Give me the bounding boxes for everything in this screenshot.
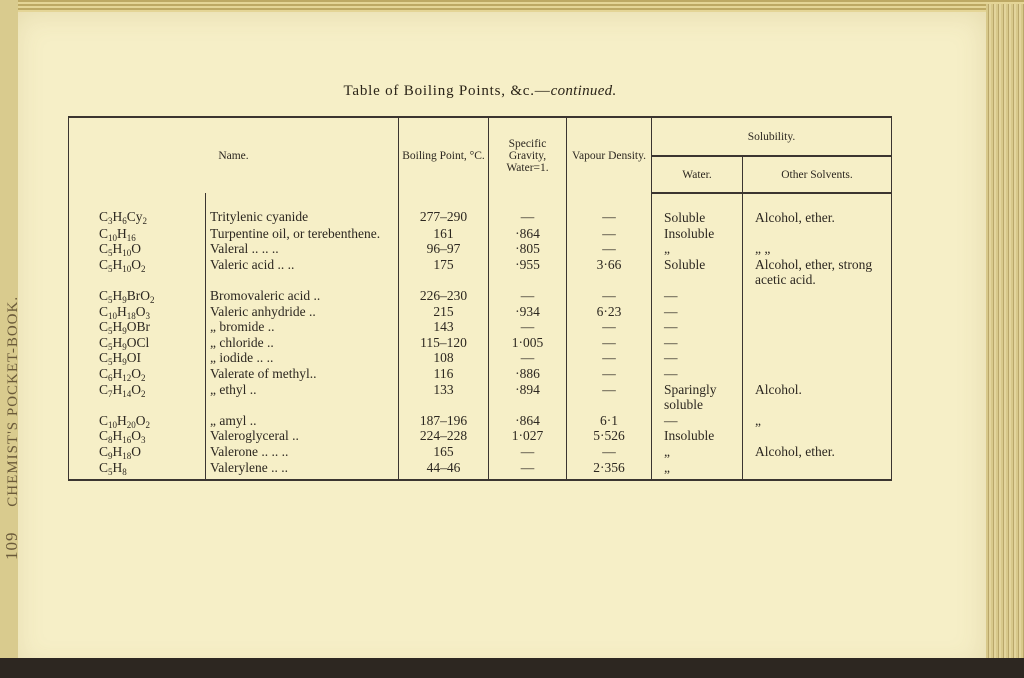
name-cell: „ amyl ..: [206, 413, 399, 429]
water-solubility-cell: „: [652, 460, 743, 481]
table-row: [69, 350, 892, 366]
boiling-point-cell: 96–97: [399, 241, 489, 257]
table-row: [69, 428, 892, 444]
water-solubility-cell: Soluble: [652, 193, 743, 226]
water-solubility-cell: „: [652, 444, 743, 460]
specific-gravity-cell: ·805: [489, 241, 567, 257]
book-title-vertical: CHEMIST'S POCKET-BOOK.: [5, 295, 21, 507]
header-other-solvents: Other Solvents.: [743, 156, 892, 193]
formula-cell: $C_{10}H_{16}$: [69, 226, 206, 242]
name-cell: Valerone .. .. ..: [206, 444, 399, 460]
header-specific-gravity: Specific Gravity, Water=1.: [489, 117, 567, 193]
boiling-point-cell: 115–120: [399, 335, 489, 351]
water-solubility-cell: —: [652, 413, 743, 429]
specific-gravity-cell: ·934: [489, 304, 567, 320]
boiling-point-cell: 175: [399, 257, 489, 288]
vapour-density-cell: —: [567, 444, 652, 460]
header-vapour-density: Vapour Density.: [567, 117, 652, 193]
water-solubility-cell: —: [652, 366, 743, 382]
running-head-vertical: [2, 295, 22, 560]
table-row: [69, 444, 892, 460]
vapour-density-cell: 6·1: [567, 413, 652, 429]
other-solvents-cell: [743, 319, 892, 335]
name-cell: Valeric anhydride ..: [206, 304, 399, 320]
table-row: [69, 460, 892, 481]
name-cell: Tritylenic cyanide: [206, 193, 399, 226]
name-cell: Bromovaleric acid ..: [206, 288, 399, 304]
boiling-point-cell: 226–230: [399, 288, 489, 304]
boiling-point-cell: 224–228: [399, 428, 489, 444]
water-solubility-cell: —: [652, 350, 743, 366]
header-boiling-point: Boiling Point, °C.: [399, 117, 489, 193]
table-row: [69, 241, 892, 257]
formula-cell: $C_6H_{12}O_2$: [69, 366, 206, 382]
specific-gravity-cell: —: [489, 193, 567, 226]
formula-cell: $C_{10}H_{20}O_2$: [69, 413, 206, 429]
specific-gravity-cell: 1·005: [489, 335, 567, 351]
table-row: [69, 226, 892, 242]
formula-cell: $C_3H_6Cy_2$: [69, 193, 206, 226]
table-body: [69, 193, 892, 480]
specific-gravity-cell: ·955: [489, 257, 567, 288]
water-solubility-cell: Soluble: [652, 257, 743, 288]
name-cell: Valeroglyceral ..: [206, 428, 399, 444]
other-solvents-cell: [743, 366, 892, 382]
page-number: 109: [2, 531, 21, 560]
formula-cell: $C_9H_{18}O$: [69, 444, 206, 460]
specific-gravity-cell: —: [489, 444, 567, 460]
table-row: [69, 257, 892, 288]
formula-cell: $C_7H_{14}O_2$: [69, 382, 206, 413]
header-water: Water.: [652, 156, 743, 193]
other-solvents-cell: [743, 288, 892, 304]
specific-gravity-cell: ·864: [489, 413, 567, 429]
boiling-point-cell: 44–46: [399, 460, 489, 481]
boiling-point-cell: 187–196: [399, 413, 489, 429]
vapour-density-cell: —: [567, 366, 652, 382]
vapour-density-cell: —: [567, 335, 652, 351]
formula-cell: $C_5H_8$: [69, 460, 206, 481]
table-row: [69, 335, 892, 351]
other-solvents-cell: Alcohol.: [743, 382, 892, 413]
boiling-point-cell: 277–290: [399, 193, 489, 226]
title-continued: continued.: [550, 83, 617, 99]
vapour-density-cell: —: [567, 350, 652, 366]
other-solvents-cell: [743, 350, 892, 366]
table-row: [69, 413, 892, 429]
bottom-shadow: [0, 658, 1024, 678]
boiling-point-cell: 108: [399, 350, 489, 366]
table-row: [69, 366, 892, 382]
page-title: [270, 83, 690, 100]
name-cell: Valerate of methyl..: [206, 366, 399, 382]
other-solvents-cell: Alcohol, ether.: [743, 444, 892, 460]
specific-gravity-cell: —: [489, 288, 567, 304]
name-cell: Valeric acid .. ..: [206, 257, 399, 288]
water-solubility-cell: Insoluble: [652, 226, 743, 242]
formula-cell: $C_5H_9OI$: [69, 350, 206, 366]
boiling-point-cell: 143: [399, 319, 489, 335]
water-solubility-cell: —: [652, 304, 743, 320]
other-solvents-cell: „ „: [743, 241, 892, 257]
vapour-density-cell: —: [567, 382, 652, 413]
boiling-point-cell: 215: [399, 304, 489, 320]
title-main: Table of Boiling Points, &c.—: [343, 83, 551, 99]
page-stack-edge: [986, 4, 1024, 678]
formula-cell: $C_{10}H_{18}O_3$: [69, 304, 206, 320]
other-solvents-cell: [743, 304, 892, 320]
specific-gravity-cell: ·886: [489, 366, 567, 382]
water-solubility-cell: —: [652, 319, 743, 335]
specific-gravity-cell: —: [489, 350, 567, 366]
other-solvents-cell: Alcohol, ether.: [743, 193, 892, 226]
other-solvents-cell: [743, 428, 892, 444]
boiling-point-cell: 161: [399, 226, 489, 242]
vapour-density-cell: 3·66: [567, 257, 652, 288]
other-solvents-cell: Alcohol, ether, strong acetic acid.: [743, 257, 892, 288]
header-solubility: Solubility.: [652, 117, 892, 156]
formula-cell: $C_5H_{10}O$: [69, 241, 206, 257]
table-row: [69, 319, 892, 335]
vapour-density-cell: 5·526: [567, 428, 652, 444]
vapour-density-cell: 6·23: [567, 304, 652, 320]
vapour-density-cell: —: [567, 193, 652, 226]
table-row: [69, 304, 892, 320]
other-solvents-cell: [743, 335, 892, 351]
formula-cell: $C_5H_9OBr$: [69, 319, 206, 335]
vapour-density-cell: 2·356: [567, 460, 652, 481]
boiling-point-cell: 116: [399, 366, 489, 382]
water-solubility-cell: Sparingly soluble: [652, 382, 743, 413]
table-row: [69, 193, 892, 226]
header-name: Name.: [69, 117, 399, 193]
boiling-point-cell: 165: [399, 444, 489, 460]
other-solvents-cell: [743, 226, 892, 242]
other-solvents-cell: „: [743, 413, 892, 429]
name-cell: Turpentine oil, or terebenthene.: [206, 226, 399, 242]
specific-gravity-cell: ·864: [489, 226, 567, 242]
other-solvents-cell: [743, 460, 892, 481]
water-solubility-cell: „: [652, 241, 743, 257]
name-cell: „ iodide .. ..: [206, 350, 399, 366]
specific-gravity-cell: —: [489, 460, 567, 481]
formula-cell: $C_8H_{16}O_3$: [69, 428, 206, 444]
table-row: [69, 382, 892, 413]
name-cell: Valeral .. .. ..: [206, 241, 399, 257]
water-solubility-cell: —: [652, 335, 743, 351]
water-solubility-cell: —: [652, 288, 743, 304]
specific-gravity-cell: —: [489, 319, 567, 335]
boiling-point-cell: 133: [399, 382, 489, 413]
name-cell: „ ethyl ..: [206, 382, 399, 413]
specific-gravity-cell: 1·027: [489, 428, 567, 444]
table-row: [69, 288, 892, 304]
name-cell: „ bromide ..: [206, 319, 399, 335]
formula-cell: $C_5H_{10}O_2$: [69, 257, 206, 288]
name-cell: Valerylene .. ..: [206, 460, 399, 481]
vapour-density-cell: —: [567, 241, 652, 257]
formula-cell: $C_5H_9BrO_2$: [69, 288, 206, 304]
vapour-density-cell: —: [567, 319, 652, 335]
specific-gravity-cell: ·894: [489, 382, 567, 413]
vapour-density-cell: —: [567, 226, 652, 242]
formula-cell: $C_5H_9OCl$: [69, 335, 206, 351]
name-cell: „ chloride ..: [206, 335, 399, 351]
water-solubility-cell: Insoluble: [652, 428, 743, 444]
vapour-density-cell: —: [567, 288, 652, 304]
boiling-points-table: [68, 116, 892, 481]
